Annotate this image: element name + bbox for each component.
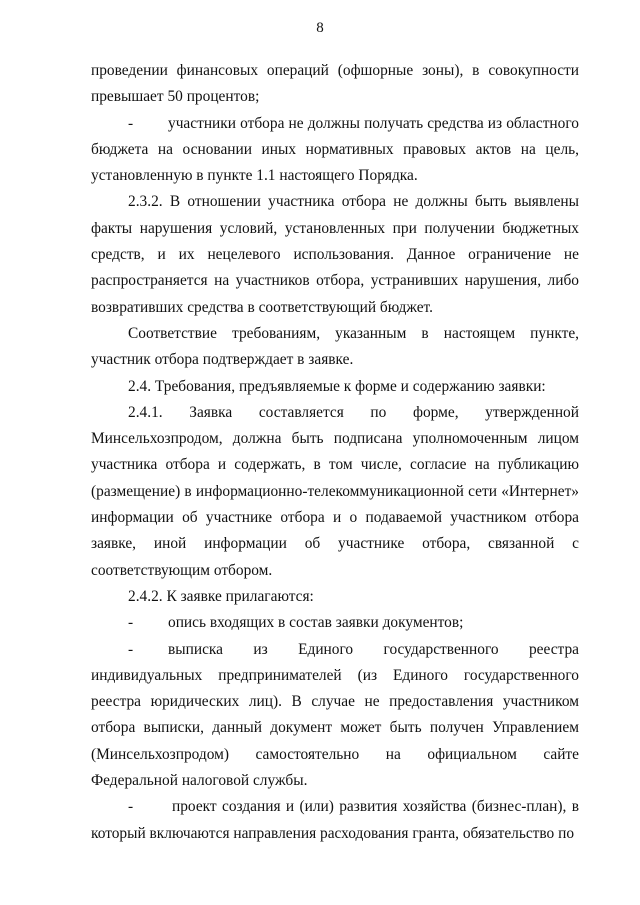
paragraph-compliance: Соответствие требованиям, указанным в настоящем пункте, участник отбора подтверждает в заявке.: [91, 324, 579, 369]
list-item-registry-extract: [91, 637, 579, 795]
list-dash: -: [128, 798, 134, 816]
list-dash: -: [128, 614, 134, 632]
list-item-text: выписка из Единого государственного реестра индивидуальных предпринимателей (из Единого государственного реестра юридических лиц). В случае не предоставления участником отбора выписки, данный документ может быть получен Управлением (Минсельхозпродом) самостоятельно на официальном сайте Федеральной налоговой службы.: [91, 640, 579, 790]
paragraph-2-4-heading: 2.4. Требования, предъявляемые к форме и содержанию заявки:: [128, 377, 546, 395]
list-item-business-plan: [91, 794, 579, 847]
paragraph-offshore-continuation: проведении финансовых операций (офшорные зоны), в совокупности превышает 50 процентов;: [91, 62, 579, 106]
document-body: [91, 58, 579, 847]
paragraph-2-3-2: 2.3.2. В отношении участника отбора не должны быть выявлены факты нарушения условий, установленных при получении бюджетных средств, и их нецелевого использования. Данное ограничение не распространяется на участников отбора, устранивших нарушения, либо возвративших средства в соответствующий бюджет.: [91, 193, 579, 316]
list-item-text: опись входящих в состав заявки документов;: [168, 614, 464, 632]
paragraph-2-4-2: 2.4.2. К заявке прилагаются:: [128, 587, 314, 605]
list-item-text: проект создания и (или) развития хозяйства (бизнес-план), в который включаются направления расходования гранта, обязательство по: [91, 798, 579, 842]
list-item-no-regional-funds: [91, 111, 579, 190]
paragraph-2-4-1: 2.4.1. Заявка составляется по форме, утвержденной Минсельхозпродом, должна быть подписана уполномоченным лицом участника отбора и содержать, в том числе, согласие на публикацию (размещение) в информационно-телекоммуникационной сети «Интернет» информации об участнике отбора и о подаваемой участником отбора заявке, иной информации об участнике отбора, связанной с соответствующим отбором.: [91, 403, 579, 579]
list-item-text: участники отбора не должны получать средства из областного бюджета на основании иных нормативных правовых актов на цель, установленную в пункте 1.1 настоящего Порядка.: [91, 114, 579, 185]
list-dash: -: [128, 114, 134, 132]
page-number: 8: [316, 20, 324, 36]
list-item-inventory: [91, 610, 579, 636]
list-dash: -: [128, 640, 134, 658]
